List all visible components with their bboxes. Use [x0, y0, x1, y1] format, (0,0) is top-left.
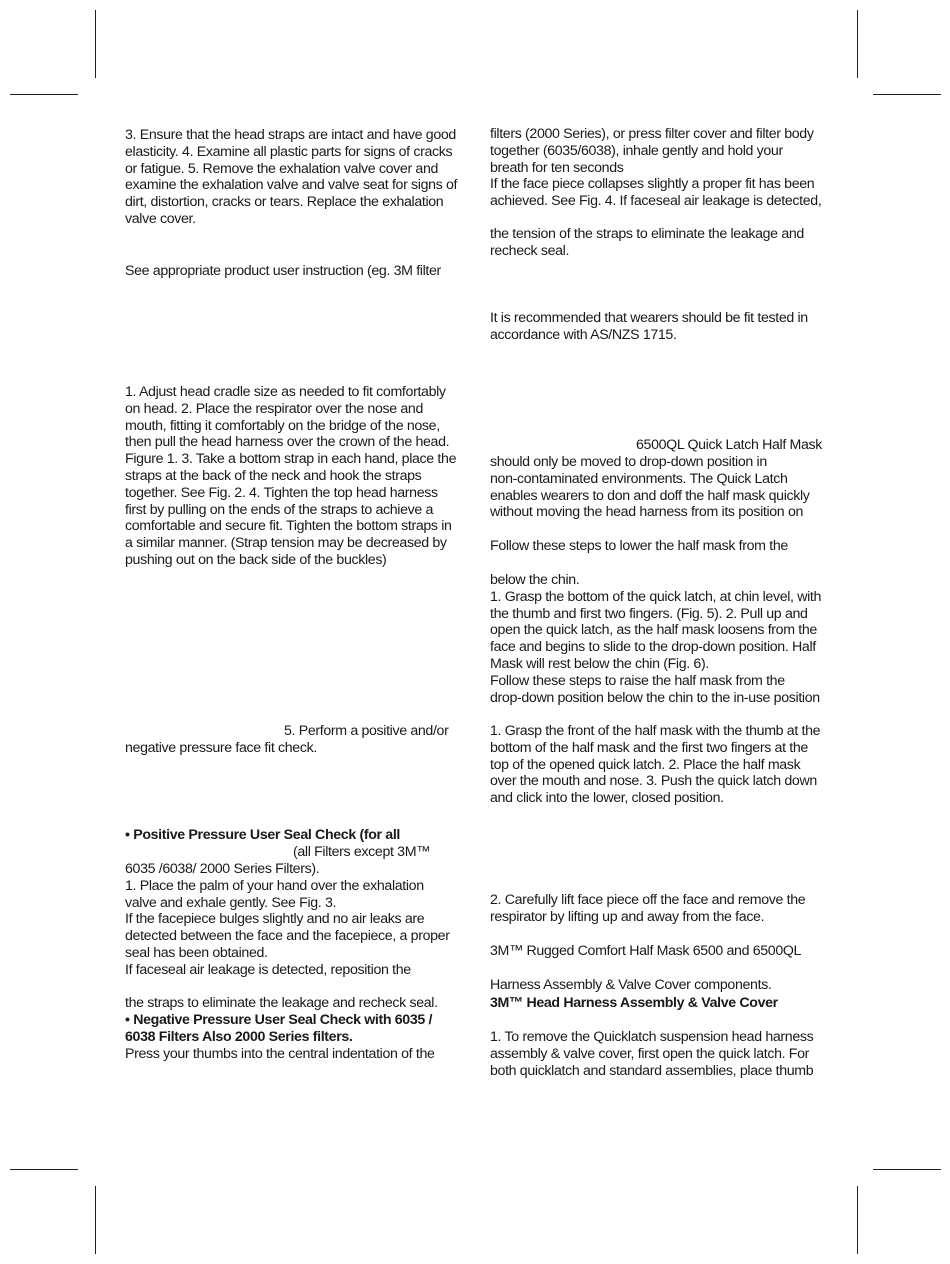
- fitting-steps-text-line: on head. 2. Place the respirator over the nose and: [125, 400, 423, 417]
- raise-mask-steps-text-line: over the mouth and nose. 3. Push the quick latch down: [490, 773, 817, 790]
- harness-removal-steps-text-line: both quicklatch and standard assemblies, place thumb: [490, 1062, 814, 1079]
- quick-latch-title: 6500QL Quick Latch Half Mask: [636, 437, 823, 453]
- crop-mark-bottom-right-vertical: [857, 1186, 858, 1254]
- negative-pressure-continued-text-line: achieved. See Fig. 4. If faceseal air leakage is detected,: [490, 193, 822, 210]
- components-text-line: Harness Assembly & Valve Cover components.: [490, 977, 772, 993]
- quick-latch-description-text: [490, 454, 810, 521]
- quick-latch-description-text-line: enables wearers to don and doff the half mask quickly: [490, 487, 810, 504]
- positive-pressure-steps-text-line: 6035 /6038/ 2000 Series Filters).: [125, 861, 320, 877]
- lower-raise-steps-text-line: below the chin.: [490, 572, 580, 588]
- product-name-text-line: 3M™ Rugged Comfort Half Mask 6500 and 6500QL: [490, 943, 802, 959]
- negative-pressure-steps-text-line: Press your thumbs into the central indentation of the: [125, 1046, 435, 1062]
- fitting-steps-text-line: first by pulling on the ends of the straps to achieve a: [125, 501, 434, 518]
- positive-pressure-steps-text-line: valve and exhale gently. See Fig. 3.: [125, 894, 337, 911]
- negative-pressure-heading-line: • Negative Pressure User Seal Check with 6035 /: [125, 1012, 433, 1028]
- lower-raise-steps-text-line: Follow these steps to raise the half mask from the: [490, 672, 785, 689]
- harness-removal-steps-text-line: assembly & valve cover, first open the quick latch. For: [490, 1045, 810, 1062]
- filter-instruction-text: [125, 263, 441, 280]
- positive-pressure-recheck-text-line: the straps to eliminate the leakage and recheck seal.: [125, 995, 438, 1011]
- fit-check-line-1: 5. Perform a positive and/or: [284, 723, 449, 739]
- crop-mark-top-right-vertical: [857, 10, 858, 78]
- negative-pressure-continued-text-line: breath for ten seconds: [490, 159, 624, 176]
- fitting-steps-text-line: mouth, fitting it comfortably on the bridge of the nose,: [125, 417, 440, 434]
- positive-pressure-steps-text-line: seal has been obtained.: [125, 944, 268, 961]
- fitting-steps-text-line: straps at the back of the neck and hook the straps: [125, 467, 422, 484]
- negative-pressure-steps-text: [125, 1046, 435, 1063]
- positive-pressure-steps-text: [125, 861, 450, 979]
- crop-mark-top-left-horizontal: [10, 94, 78, 95]
- fit-testing-text-line: accordance with AS/NZS 1715.: [490, 326, 677, 343]
- fitting-steps-text-line: Figure 1. 3. Take a bottom strap in each hand, place the: [125, 451, 457, 468]
- fitting-steps-text-line: 1. Adjust head cradle size as needed to fit comfortably: [125, 384, 446, 400]
- lower-raise-steps-text-line: the thumb and first two fingers. (Fig. 5). 2. Pull up and: [490, 605, 808, 622]
- fitting-steps-text-line: a similar manner. (Strap tension may be decreased by: [125, 535, 447, 552]
- positive-pressure-steps-text-line: detected between the face and the facepiece, a proper: [125, 928, 450, 945]
- lower-mask-intro-text-line: Follow these steps to lower the half mask from the: [490, 538, 788, 554]
- crop-mark-bottom-left-vertical: [95, 1186, 96, 1254]
- strap-tension-text-line: the tension of the straps to eliminate the leakage and: [490, 226, 804, 242]
- positive-pressure-steps-text-line: If faceseal air leakage is detected, reposition the: [125, 961, 411, 978]
- negative-pressure-heading-line: 6038 Filters Also 2000 Series filters.: [125, 1028, 353, 1045]
- positive-pressure-section: [125, 827, 430, 861]
- fit-check-step-text: [125, 723, 448, 757]
- raise-mask-steps-text-line: 1. Grasp the front of the half mask with the thumb at the: [490, 723, 821, 739]
- fitting-steps-text-line: pushing out on the back side of the buckles): [125, 551, 387, 568]
- fit-testing-text: [490, 310, 808, 344]
- fitting-steps-text-line: comfortable and secure fit. Tighten the bottom straps in: [125, 518, 452, 535]
- negative-pressure-continued-text-line: filters (2000 Series), or press filter cover and filter body: [490, 126, 814, 142]
- fit-check-line-2: negative pressure face fit check.: [125, 739, 317, 756]
- fitting-steps-text: [125, 384, 456, 569]
- fitting-steps-text-line: then pull the head harness over the crown of the head.: [125, 434, 450, 451]
- product-name-text: [490, 943, 801, 960]
- fitting-steps-text-line: together. See Fig. 2. 4. Tighten the top head harness: [125, 484, 438, 501]
- raise-mask-steps-text-line: and click into the lower, closed position.: [490, 790, 724, 807]
- inspection-steps-text-line: valve cover.: [125, 210, 196, 227]
- positive-pressure-steps-text-line: 1. Place the palm of your hand over the exhalation: [125, 877, 424, 894]
- negative-pressure-continued-text-line: If the face piece collapses slightly a proper fit has been: [490, 176, 815, 193]
- inspection-steps-text-line: elasticity. 4. Examine all plastic parts for signs of cracks: [125, 143, 453, 160]
- harness-removal-steps-text: [490, 1029, 813, 1079]
- crop-mark-bottom-right-horizontal: [873, 1169, 941, 1170]
- crop-mark-bottom-left-horizontal: [10, 1169, 78, 1170]
- lower-raise-steps-text-line: drop-down position below the chin to the in-use position: [490, 689, 820, 706]
- positive-pressure-steps-text-line: If the facepiece bulges slightly and no air leaks are: [125, 911, 425, 928]
- crop-mark-top-right-horizontal: [873, 94, 941, 95]
- lower-mask-intro-text: [490, 538, 788, 555]
- crop-mark-top-left-vertical: [95, 10, 96, 78]
- removal-steps-text-line: 2. Carefully lift face piece off the face and remove the: [490, 892, 806, 908]
- strap-tension-text: [490, 226, 804, 260]
- quick-latch-description-text-line: non-contaminated environments. The Quick Latch: [490, 470, 788, 487]
- inspection-steps-text-line: examine the exhalation valve and valve seat for signs of: [125, 177, 458, 194]
- positive-pressure-recheck-text: [125, 995, 438, 1012]
- inspection-steps-text-line: dirt, distortion, cracks or tears. Replace the exhalation: [125, 194, 444, 211]
- positive-pressure-subheading: (all Filters except 3M™: [293, 843, 431, 860]
- negative-pressure-continued-text: [490, 126, 821, 210]
- strap-tension-text-line: recheck seal.: [490, 242, 570, 259]
- lower-raise-steps-text-line: open the quick latch, as the half mask loosens from the: [490, 622, 817, 639]
- inspection-steps-text-line: 3. Ensure that the head straps are intact and have good: [125, 127, 456, 143]
- raise-mask-steps-text-line: bottom of the half mask and the first two fingers at the: [490, 739, 808, 756]
- inspection-steps-text: [125, 127, 457, 228]
- removal-steps-text-line: respirator by lifting up and away from the face.: [490, 908, 765, 925]
- lower-raise-steps-text-line: Mask will rest below the chin (Fig. 6).: [490, 655, 709, 672]
- quick-latch-description-text-line: should only be moved to drop-down position in: [490, 454, 767, 470]
- filter-instruction-text-line: See appropriate product user instruction (eg. 3M filter: [125, 263, 441, 279]
- raise-mask-steps-text-line: top of the opened quick latch. 2. Place the half mask: [490, 756, 801, 773]
- inspection-steps-text-line: or fatigue. 5. Remove the exhalation valve cover and: [125, 160, 439, 177]
- quick-latch-description-text-line: without moving the head harness from its position on: [490, 504, 804, 521]
- harness-heading: 3M™ Head Harness Assembly & Valve Cover: [490, 995, 778, 1011]
- fit-testing-text-line: It is recommended that wearers should be fit tested in: [490, 310, 808, 326]
- lower-raise-steps-text-line: face and begins to slide to the drop-down position. Half: [490, 639, 816, 656]
- positive-pressure-heading: • Positive Pressure User Seal Check (for all: [125, 827, 401, 843]
- lower-raise-steps-text-line: 1. Grasp the bottom of the quick latch, at chin level, with: [490, 588, 822, 605]
- negative-pressure-continued-text-line: together (6035/6038), inhale gently and hold your: [490, 142, 783, 159]
- lower-raise-steps-text: [490, 572, 821, 706]
- removal-steps-text: [490, 892, 805, 926]
- negative-pressure-heading: [125, 1012, 432, 1046]
- raise-mask-steps-text: [490, 723, 820, 807]
- components-text: [490, 977, 772, 994]
- harness-removal-steps-text-line: 1. To remove the Quicklatch suspension head harness: [490, 1029, 814, 1045]
